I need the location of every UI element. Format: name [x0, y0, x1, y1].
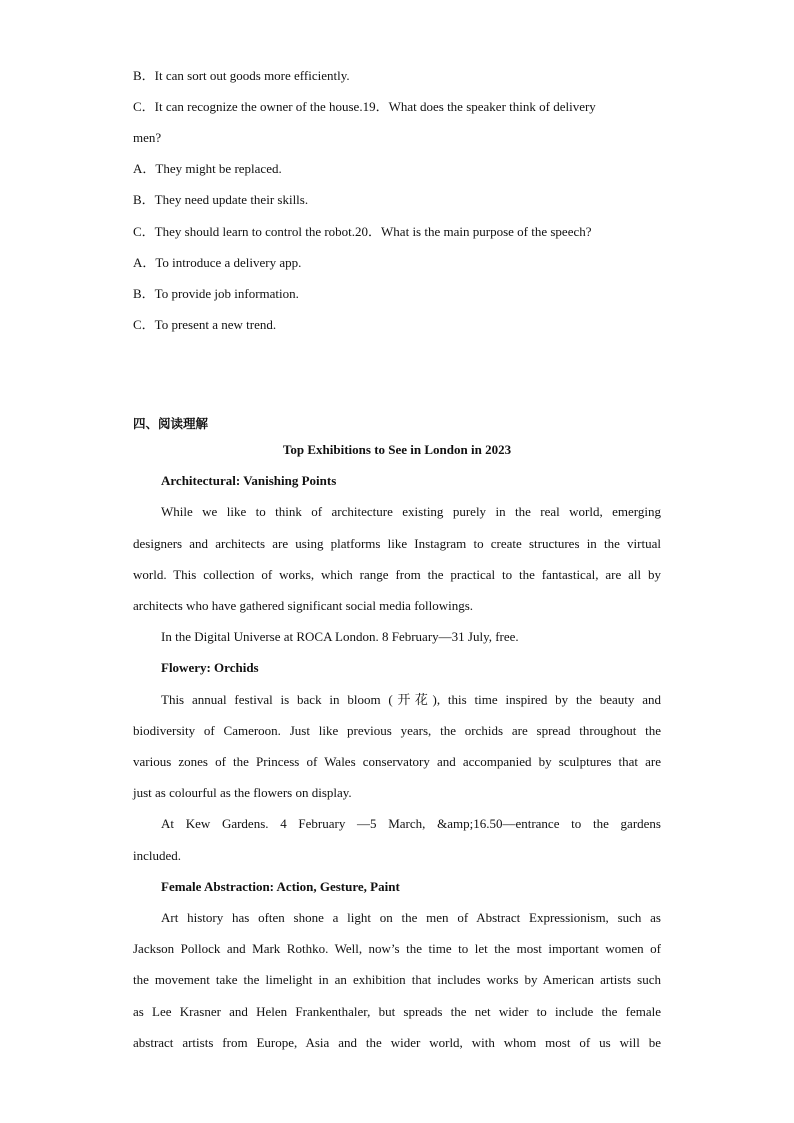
subsection-heading: Flowery: Orchids [161, 660, 259, 675]
paragraph-line: various zones of the Princess of Wales conservatory and accompanied by sculptures that are [133, 754, 661, 769]
option-line: B．To provide job information. [133, 286, 299, 301]
event-info: At Kew Gardens. 4 February —5 March, &amp;16.50—entrance to the gardens [161, 816, 661, 831]
option-line: A．They might be replaced. [133, 161, 282, 176]
paragraph-line: biodiversity of Cameroon. Just like previous years, the orchids are spread throughout the [133, 723, 661, 738]
option-line: C．They should learn to control the robot.20．What is the main purpose of the speech? [133, 224, 592, 239]
option-line: C．It can recognize the owner of the house.19．What does the speaker think of delivery [133, 99, 596, 114]
paragraph-line: While we like to think of architecture existing purely in the real world, emerging [161, 504, 661, 519]
option-line: A．To introduce a delivery app. [133, 255, 302, 270]
paragraph-line: This annual festival is back in bloom (开花), this time inspired by the beauty and [161, 692, 661, 707]
event-info: In the Digital Universe at ROCA London. 8 February—31 July, free. [161, 629, 519, 644]
subsection-heading: Architectural: Vanishing Points [161, 473, 337, 488]
option-line: B．It can sort out goods more efficiently. [133, 68, 350, 83]
option-line: C．To present a new trend. [133, 317, 277, 332]
paragraph-line: designers and architects are using platforms like Instagram to create structures in the virtual [133, 536, 661, 551]
section-heading: 四、阅读理解 [133, 416, 209, 431]
paragraph-line: the movement take the limelight in an exhibition that includes works by American artists such [133, 972, 661, 987]
paragraph-line: just as colourful as the flowers on display. [133, 785, 352, 800]
event-info: included. [133, 848, 182, 863]
paragraph-line: abstract artists from Europe, Asia and the wider world, with whom most of us will be [133, 1035, 661, 1050]
paragraph-line: world. This collection of works, which range from the practical to the fantastical, are all by [133, 567, 661, 582]
article-title: Top Exhibitions to See in London in 2023 [282, 442, 512, 457]
paragraph-line: Art history has often shone a light on the men of Abstract Expressionism, such as [161, 910, 661, 925]
paragraph-line: as Lee Krasner and Helen Frankenthaler, but spreads the net wider to include the female [133, 1004, 661, 1019]
option-line: B．They need update their skills. [133, 192, 309, 207]
subsection-heading: Female Abstraction: Action, Gesture, Paint [161, 879, 400, 894]
paragraph-line: architects who have gathered significant social media followings. [133, 598, 474, 613]
option-line: men? [133, 130, 162, 145]
paragraph-line: Jackson Pollock and Mark Rothko. Well, now’s the time to let the most important women of [133, 941, 661, 956]
